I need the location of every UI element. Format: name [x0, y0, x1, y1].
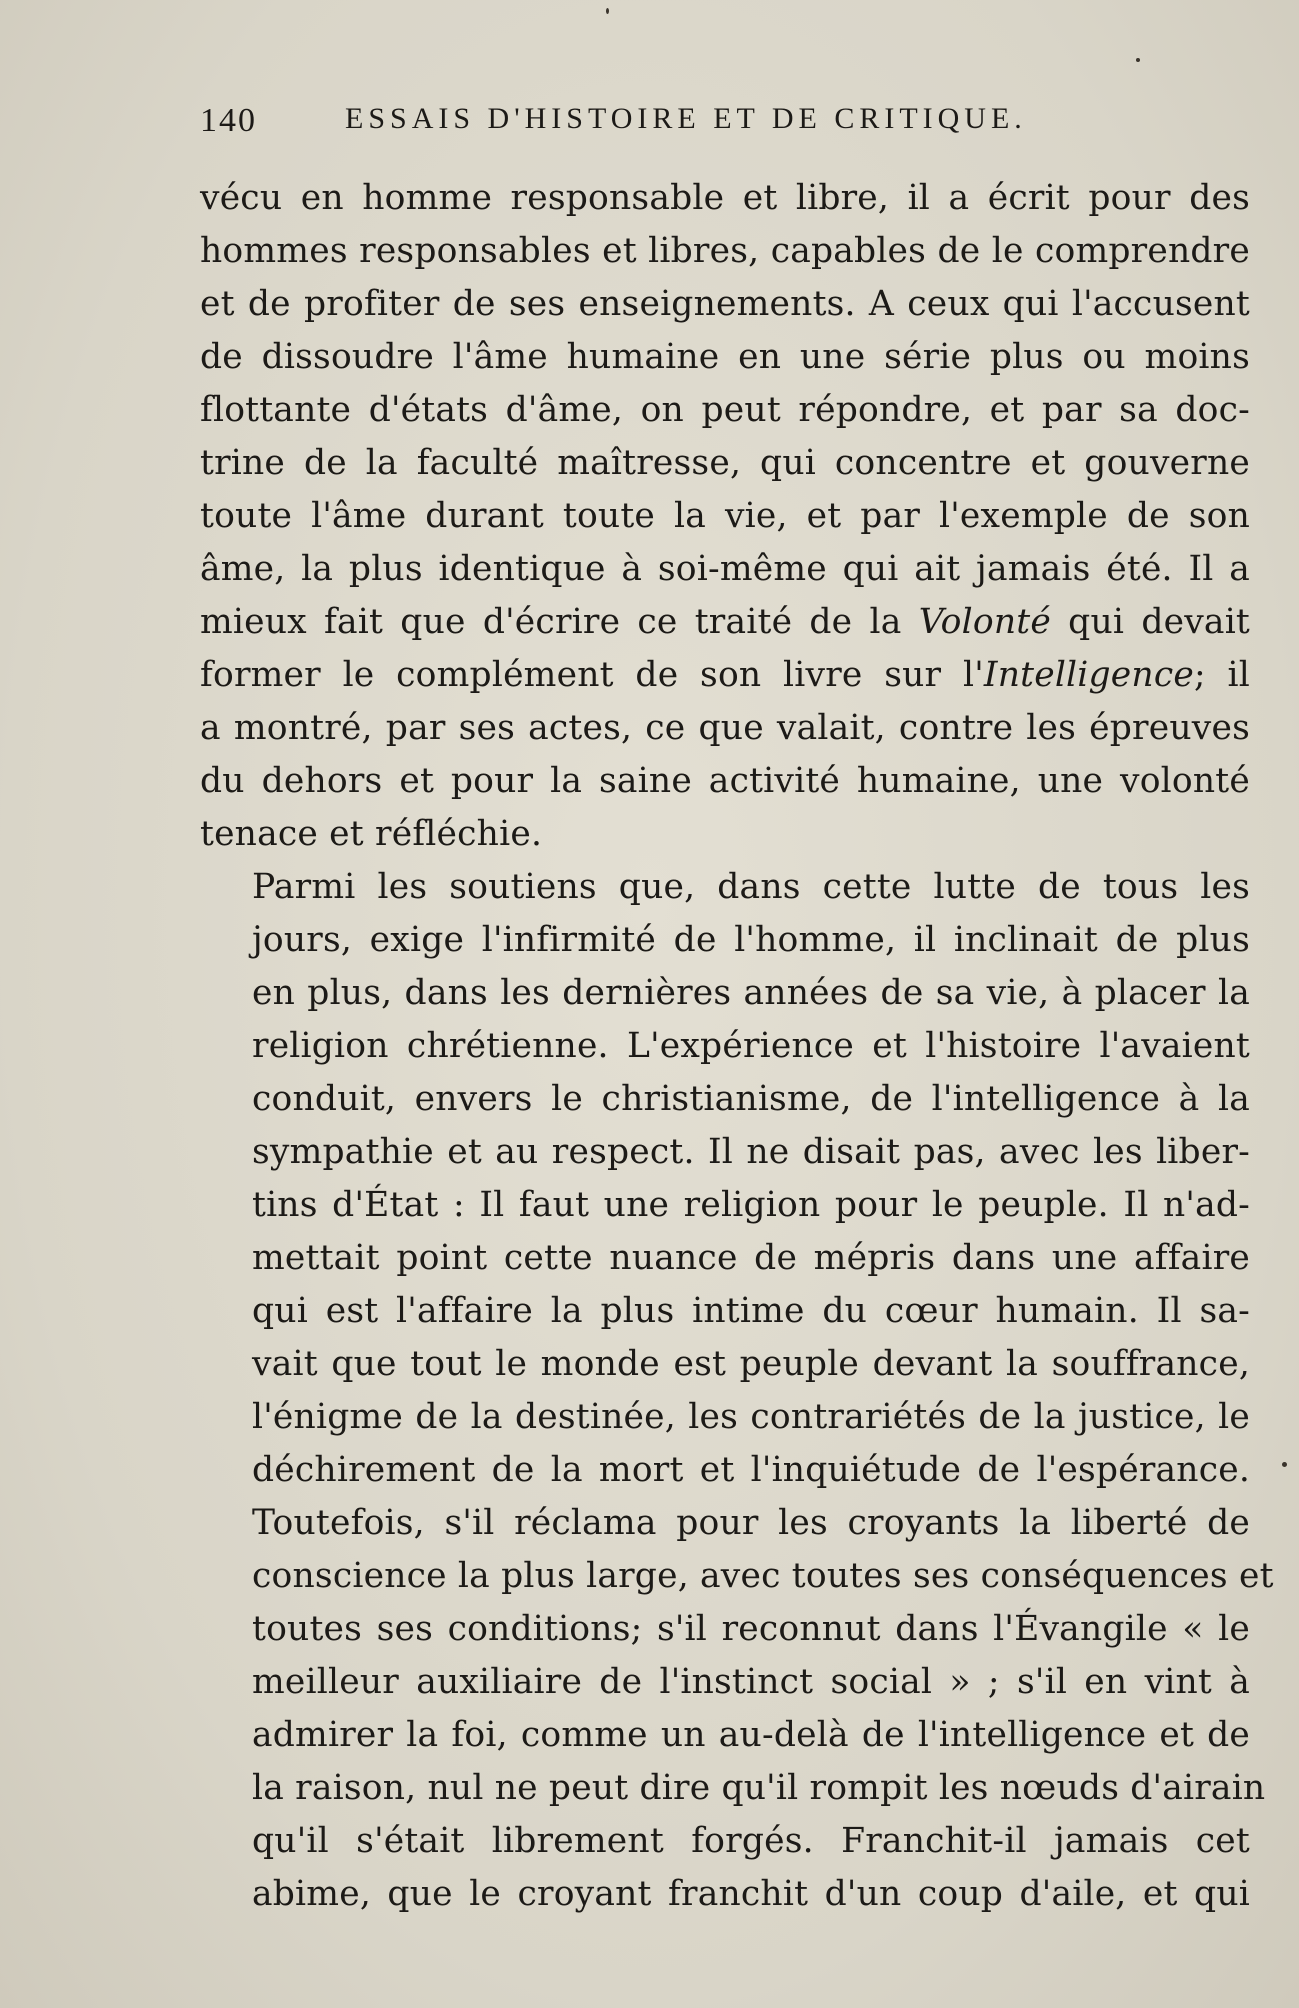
running-title: ESSAIS D'HISTOIRE ET DE CRITIQUE.	[345, 102, 1027, 135]
text-line: admirer la foi, comme un au-delà de l'intelligence et de	[252, 1715, 1250, 1755]
text-line: conscience la plus large, avec toutes ses conséquences et	[252, 1556, 1274, 1596]
italic-title: Volonté	[918, 602, 1051, 642]
text-line: sympathie et au respect. Il ne disait pas, avec les liber-	[252, 1132, 1250, 1172]
text-line: tenace et réfléchie.	[200, 814, 543, 854]
text-line: conduit, envers le christianisme, de l'intelligence à la	[252, 1079, 1250, 1119]
paper-speck	[606, 8, 609, 14]
text-line: flottante d'états d'âme, on peut répondre, et par sa doc-	[200, 390, 1250, 430]
text-line: trine de la faculté maîtresse, qui concentre et gouverne	[200, 443, 1250, 483]
text-line: vécu en homme responsable et libre, il a écrit pour des	[200, 178, 1250, 218]
italic-title: Intelligence	[983, 655, 1194, 695]
text-line: a montré, par ses actes, ce que valait, contre les épreuves	[200, 708, 1250, 748]
text-line: meilleur auxiliaire de l'instinct social » ; s'il en vint à	[252, 1662, 1250, 1702]
text-line: en plus, dans les dernières années de sa vie, à placer la	[252, 973, 1250, 1013]
paper-speck	[1282, 1462, 1287, 1467]
paragraph-2	[200, 861, 1274, 1921]
text-line: Toutefois, s'il réclama pour les croyants la liberté de	[252, 1503, 1250, 1543]
text-line: âme, la plus identique à soi-même qui ait jamais été. Il a	[200, 549, 1250, 589]
page-number: 140	[200, 102, 257, 139]
text-line: religion chrétienne. L'expérience et l'histoire l'avaient	[252, 1026, 1250, 1066]
text-line: du dehors et pour la saine activité humaine, une volonté	[200, 761, 1250, 801]
text-line: jours, exige l'infirmité de l'homme, il inclinait de plus	[252, 920, 1250, 960]
paragraph-1	[200, 172, 1250, 861]
text-line: qu'il s'était librement forgés. Franchit-il jamais cet	[252, 1821, 1250, 1861]
book-page	[200, 90, 1274, 1921]
body-text	[200, 172, 1274, 1921]
text-line: hommes responsables et libres, capables de le comprendre	[200, 231, 1250, 271]
text-line: former le complément de son livre sur l'Intelligence; il	[200, 655, 1250, 695]
text-line: la raison, nul ne peut dire qu'il rompit les nœuds d'airain	[252, 1768, 1266, 1808]
text-line: mettait point cette nuance de mépris dans une affaire	[252, 1238, 1250, 1278]
text-line: de dissoudre l'âme humaine en une série plus ou moins	[200, 337, 1250, 377]
paper-speck	[1136, 58, 1140, 62]
running-head	[200, 90, 1250, 150]
text-line: l'énigme de la destinée, les contrariétés de la justice, le	[252, 1397, 1250, 1437]
text-line: qui est l'affaire la plus intime du cœur humain. Il sa-	[252, 1291, 1250, 1331]
text-line: tins d'État : Il faut une religion pour le peuple. Il n'ad-	[252, 1185, 1250, 1225]
text-line: abime, que le croyant franchit d'un coup d'aile, et qui	[252, 1874, 1250, 1914]
text-line: toute l'âme durant toute la vie, et par l'exemple de son	[200, 496, 1250, 536]
text-line: toutes ses conditions; s'il reconnut dans l'Évangile « le	[252, 1609, 1250, 1649]
text-line: mieux fait que d'écrire ce traité de la Volonté qui devait	[200, 602, 1250, 642]
text-line: et de profiter de ses enseignements. A ceux qui l'accusent	[200, 284, 1250, 324]
text-line: Parmi les soutiens que, dans cette lutte de tous les	[252, 867, 1250, 907]
text-line: vait que tout le monde est peuple devant la souffrance,	[252, 1344, 1250, 1384]
text-line: déchirement de la mort et l'inquiétude de l'espérance.	[252, 1450, 1250, 1490]
